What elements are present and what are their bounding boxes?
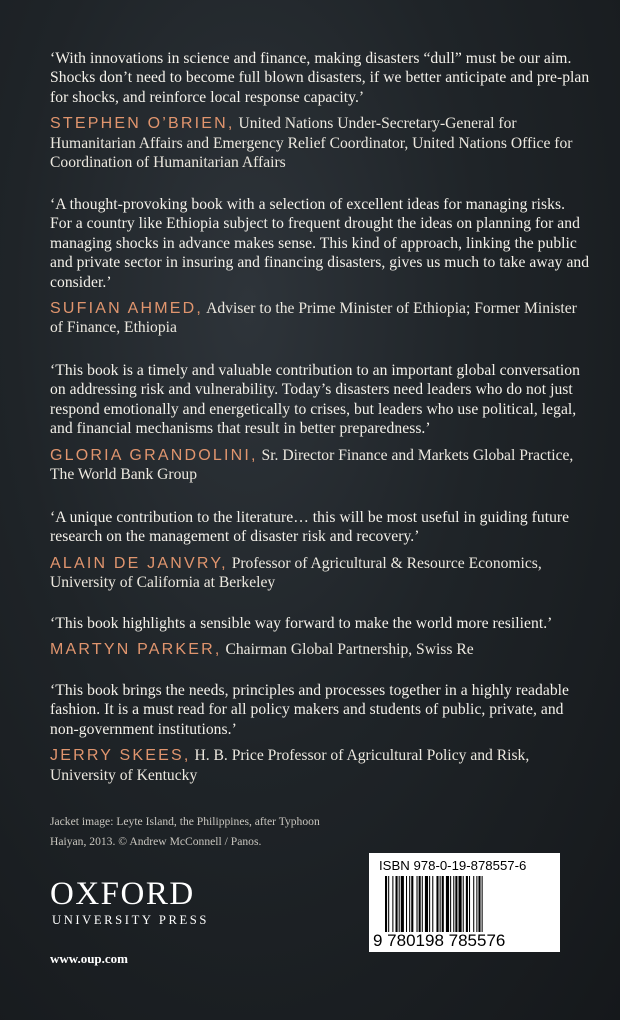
endorser-title: Professor of Agricultural & Resource Economics, University of California at Berkeley: [50, 554, 542, 592]
endorsement-quote: ‘This book brings the needs, principles and processes together in a highly readable fashion. It is a must read for all policy makers and students of public, private, and non-government institutions.’: [50, 682, 570, 738]
barcode-bar: [401, 876, 404, 932]
endorsement-dejanvry: [50, 508, 590, 593]
barcode-bar: [419, 876, 421, 932]
barcode-bar: [417, 876, 418, 932]
endorser-name: STEPHEN O’BRIEN,: [50, 115, 235, 133]
barcode-bar: [469, 876, 470, 932]
barcode-bar: [409, 876, 410, 932]
barcode-bar: [482, 876, 483, 932]
barcode-bar: [446, 876, 449, 932]
barcode-bar: [406, 876, 407, 932]
barcode-bar: [463, 876, 464, 932]
barcode-bar: [429, 876, 430, 932]
endorsement-attribution: [50, 299, 590, 338]
endorser-name: ALAIN DE JANVRY,: [50, 554, 228, 572]
barcode-bar: [432, 876, 433, 932]
jacket-image-credit: Jacket image: Leyte Island, the Philippines, after Typhoon Haiyan, 2013. © Andrew McConnell / Panos.: [50, 815, 320, 848]
barcode-bar: [478, 876, 480, 932]
barcode-bar: [385, 876, 387, 932]
publisher-url: www.oup.com: [50, 951, 129, 966]
barcode-bar: [442, 876, 444, 932]
barcode-bars: [385, 876, 545, 932]
isbn-label: ISBN 978-0-19-878557-6: [379, 858, 527, 873]
endorser-title: Sr. Director Finance and Markets Global Practice, The World Bank Group: [50, 446, 574, 484]
endorser-name: JERRY SKEES,: [50, 747, 191, 765]
barcode-bar: [473, 876, 474, 932]
endorsement-quote: ‘A thought-provoking book with a selection of excellent ideas for managing risks. For a country like Ethiopia subject to frequent drought the ideas on planning for and managing shocks in advance makes sense. This kind of approach, linking the public and private sector in insuring and financing disasters, gives us much to take away and consider.’: [50, 196, 590, 291]
endorsement-obrien: [50, 49, 590, 172]
endorser-title: Adviser to the Prime Minister of Ethiopia; Former Minister of Finance, Ethiopia: [50, 300, 577, 337]
endorsement-attribution: [50, 114, 590, 172]
barcode-bar: [466, 876, 468, 932]
endorser-title: Chairman Global Partnership, Swiss Re: [225, 641, 474, 659]
endorsement-grandolini: [50, 361, 590, 484]
barcode-digits: 9 780198 785576: [373, 931, 506, 950]
endorsement-quote: ‘This book is a timely and valuable contribution to an important global conversation on addressing risk and vulnerability. Today’s disasters need leaders who do not just respond emotionally and energetically to crises, but leaders who use political, legal, and financial mechanisms that result in better preparedness.’: [50, 362, 580, 438]
endorsement-parker: [50, 614, 590, 660]
publisher-name: OXFORD: [50, 876, 195, 912]
endorsement-attribution: [50, 640, 590, 659]
barcode-bar: [440, 876, 441, 932]
endorser-name: MARTYN PARKER,: [50, 641, 222, 659]
isbn-barcode: [369, 853, 560, 952]
endorser-name: SUFIAN AHMED,: [50, 300, 204, 318]
oxford-logo: [50, 877, 220, 928]
endorser-title: H. B. Price Professor of Agricultural Policy and Risk, University of Kentucky: [50, 747, 530, 784]
barcode-bar: [476, 876, 477, 932]
endorsement-attribution: [50, 746, 590, 785]
barcode-bar: [411, 876, 413, 932]
barcode-bar: [399, 876, 400, 932]
barcode-bar: [396, 876, 398, 932]
endorsement-quote: ‘This book highlights a sensible way forward to make the world more resilient.’: [50, 615, 553, 632]
barcode-bar: [459, 876, 462, 932]
barcode-bar: [422, 876, 423, 932]
endorsement-ahmed: [50, 195, 590, 338]
endorsement-quote: ‘With innovations in science and finance, making disasters “dull” must be our aim. Shocks don’t need to become full blown disasters, if we better anticipate and pre-plan for shocks, and reinforce local response capacity.’: [50, 50, 590, 106]
endorsement-attribution: [50, 554, 590, 593]
endorser-title: United Nations Under-Secretary-General for Humanitarian Affairs and Emergency Relief Coordinator, United Nations Office for Coordination of Humanitarian Affairs: [50, 115, 573, 172]
endorsement-quote: ‘A unique contribution to the literature… this will be most useful in guiding future research on the management of disaster risk and recovery.’: [50, 509, 570, 546]
endorser-name: GLORIA GRANDOLINI,: [50, 446, 258, 464]
barcode-bar: [388, 876, 389, 932]
endorsement-attribution: [50, 446, 590, 485]
publisher-subtitle: UNIVERSITY PRESS: [52, 913, 209, 927]
barcode-bar: [455, 876, 457, 932]
barcode-bar: [436, 876, 438, 932]
barcode-bar: [450, 876, 451, 932]
endorsement-skees: [50, 681, 590, 785]
barcode-bar: [425, 876, 428, 932]
barcode-bar: [392, 876, 393, 932]
barcode-bar: [453, 876, 454, 932]
